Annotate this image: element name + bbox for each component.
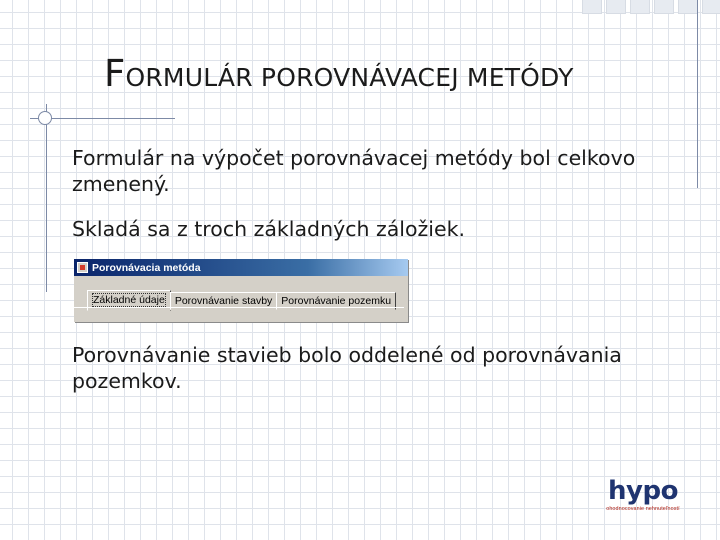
paragraph-separated: Porovnávanie stavieb bolo oddelené od porovnávania pozemkov. [72, 343, 622, 393]
paragraph-form-changed: Formulár na výpočet porovnávacej metódy bol celkovo zmenený. [72, 146, 636, 196]
decorative-vertical-line-right [697, 0, 698, 188]
title-rest: ORMULÁR POROVNÁVACEJ METÓDY [125, 63, 574, 92]
dialog-title-bar [74, 259, 408, 276]
tab-label: Základné údaje [93, 294, 165, 306]
corner-decoration [520, 0, 720, 22]
app-icon [77, 262, 88, 273]
tab-label: Porovnávanie pozemku [281, 295, 392, 307]
tab-baseline [74, 307, 404, 308]
slide-title [104, 52, 574, 95]
decorative-ring [38, 111, 52, 125]
dialog-screenshot [74, 259, 408, 322]
tab-label: Porovnávanie stavby [174, 295, 273, 307]
logo-wordmark: hypo [608, 476, 678, 506]
hypo-logo [598, 478, 688, 512]
title-initial: F [104, 52, 126, 95]
logo-tagline: ohodnocovanie nehnuteľností [606, 506, 680, 512]
decorative-vertical-rule [46, 104, 47, 292]
paragraph-three-tabs: Skladá sa z troch základných záložiek. [72, 217, 465, 241]
dialog-caption: Porovnávacia metóda [92, 261, 201, 274]
